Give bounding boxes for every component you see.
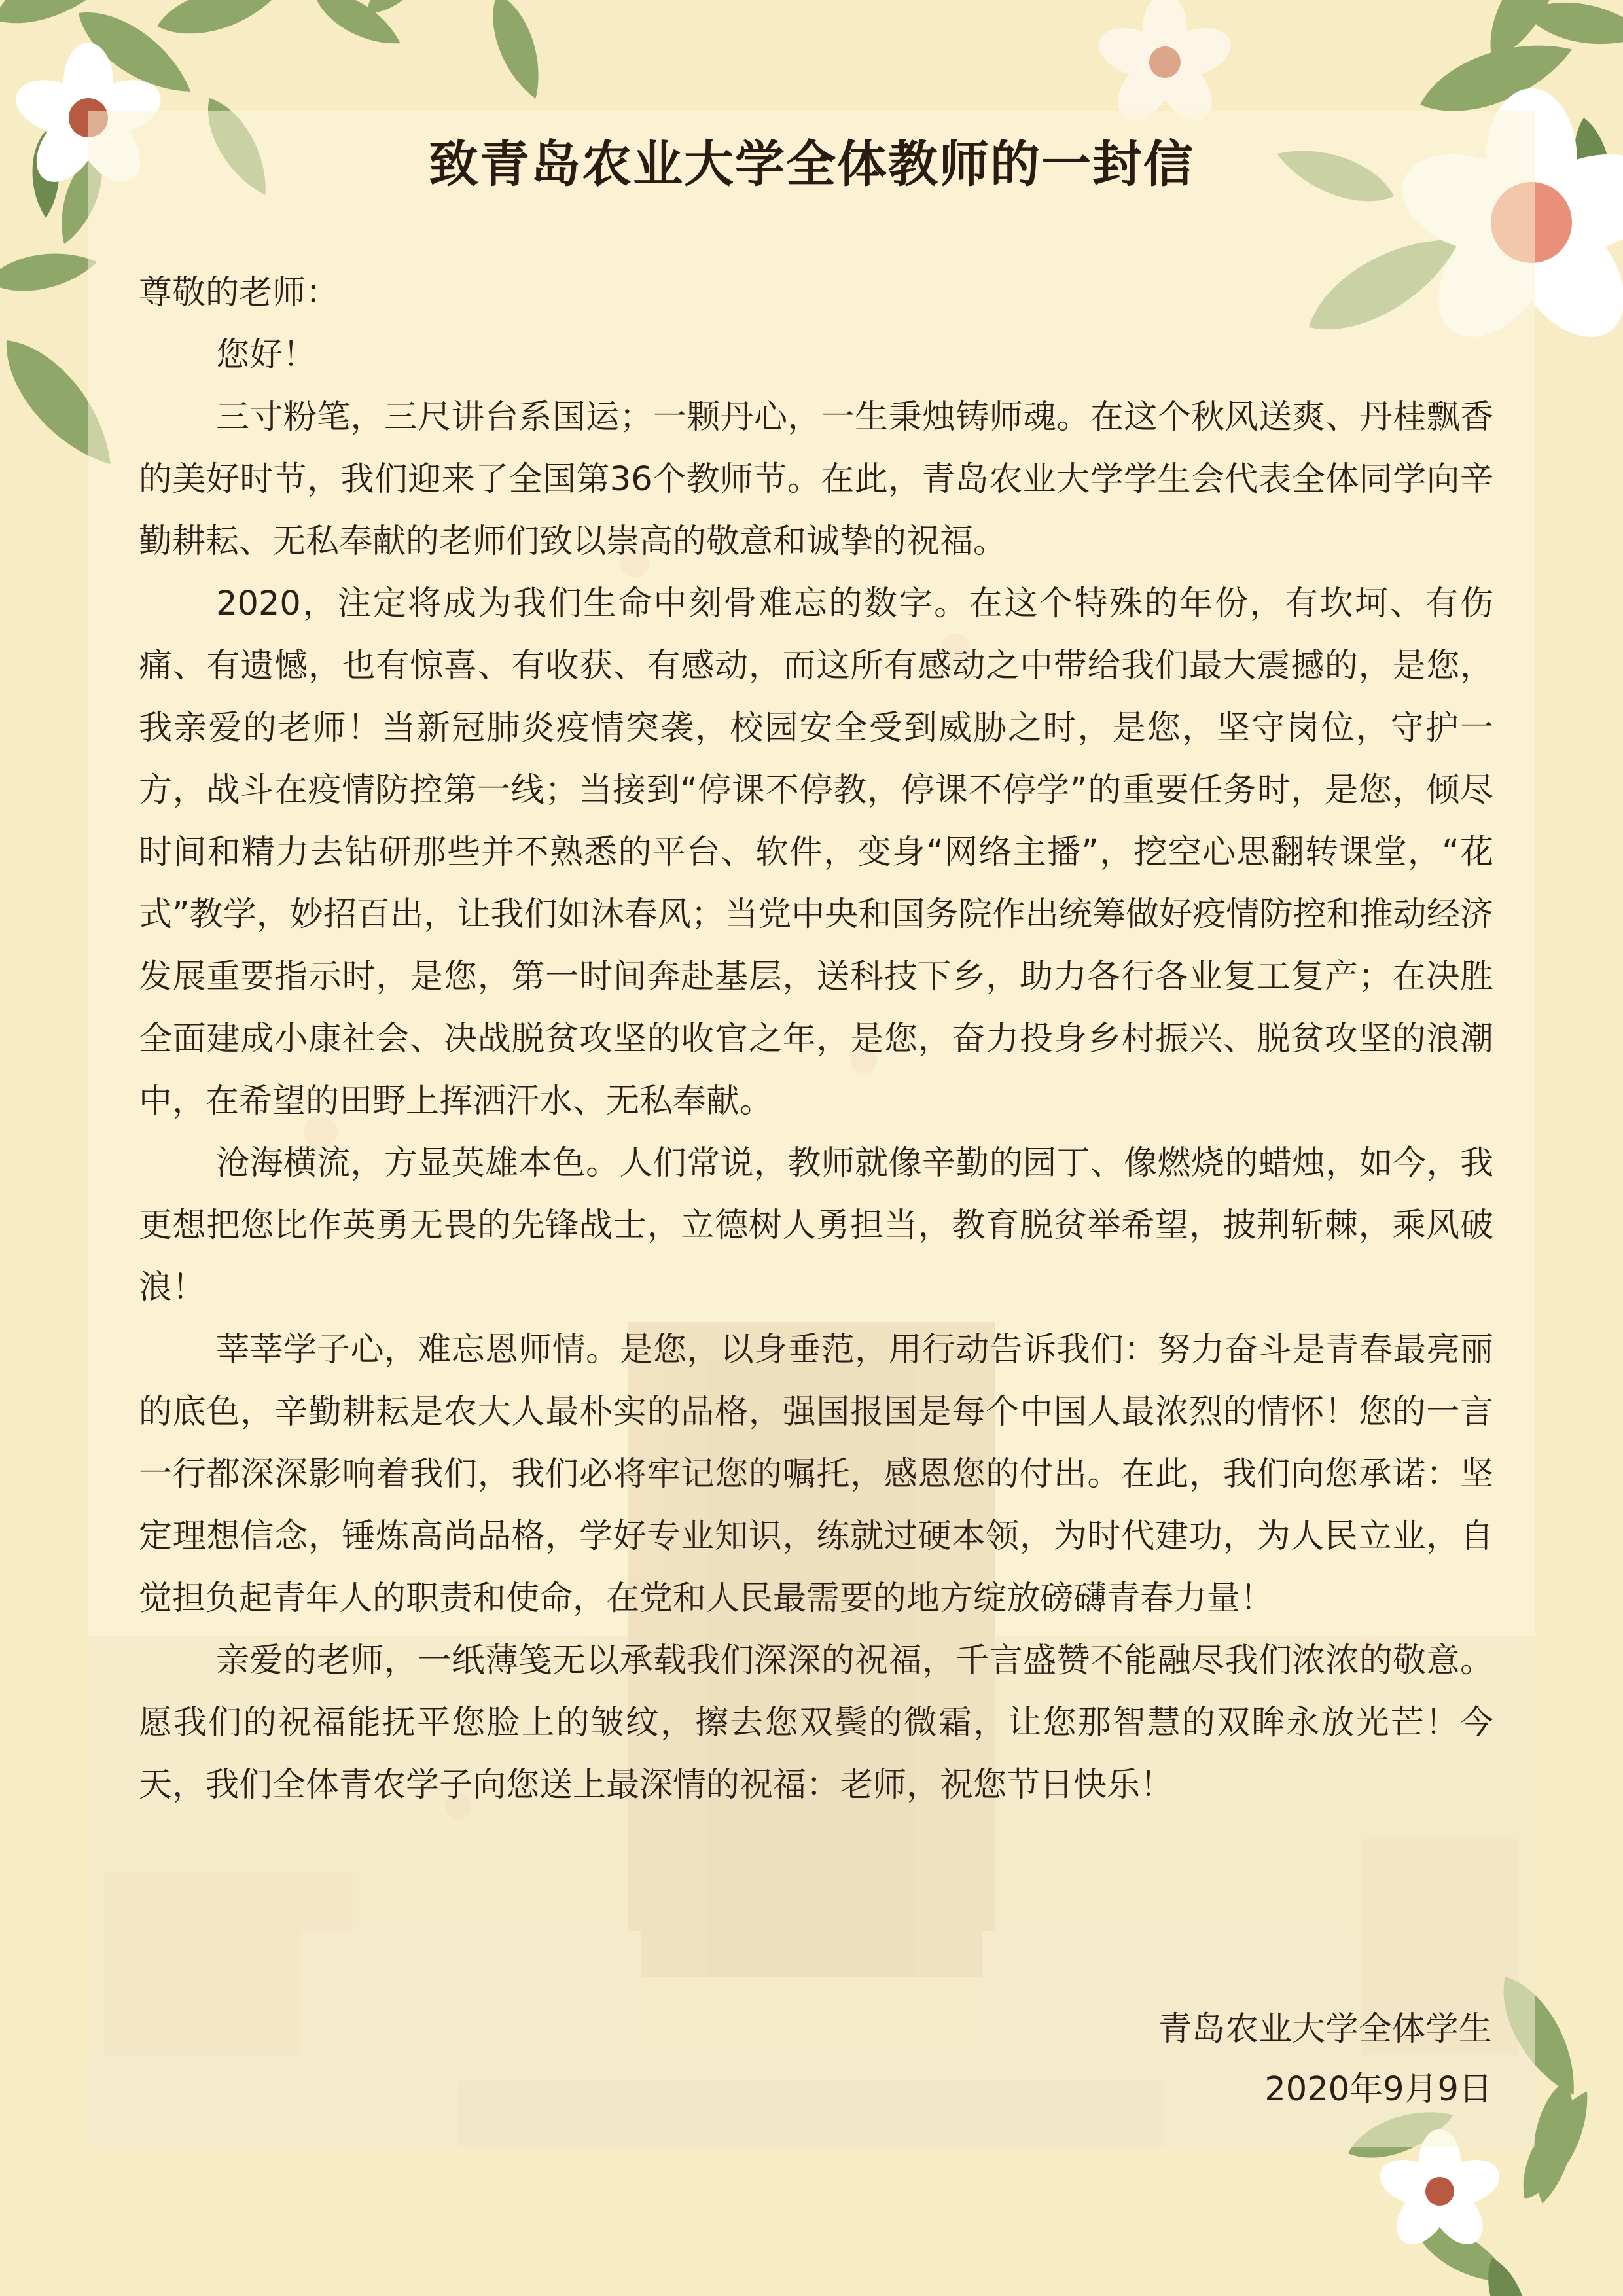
signature: 青岛农业大学全体学生 <box>1158 2010 1492 2049</box>
letter-body <box>139 262 1493 1816</box>
paragraph: 沧海横流，方显英雄本色。人们常说，教师就像辛勤的园丁、像燃烧的蜡烛，如今，我更想把您比作英勇无畏的先锋战士，立德树人勇担当，教育脱贫举希望，披荆斩棘，乘风破浪！ <box>139 1144 1493 1307</box>
signature-date: 2020年9月9日 <box>1264 2070 1492 2109</box>
greeting: 您好！ <box>216 336 317 374</box>
paragraph: 三寸粉笔，三尺讲台系国运；一颗丹心，一生秉烛铸师魂。在这个秋风送爽、丹桂飘香的美好时节，我们迎来了全国第36个教师节。在此，青岛农业大学学生会代表全体同学向辛勤耕耘、无私奉献的老师们致以崇高的敬意和诚挚的祝福。 <box>139 398 1493 561</box>
paragraph: 莘莘学子心，难忘恩师情。是您，以身垂范，用行动告诉我们：努力奋斗是青春最亮丽的底色，辛勤耕耘是农大人最朴实的品格，强国报国是每个中国人最浓烈的情怀！您的一言一行都深深影响着我们，我们必将牢记您的嘱托，感恩您的付出。在此，我们向您承诺：坚定理想信念，锤炼高尚品格，学好专业知识，练就过硬本领，为时代建功，为人民立业，自觉担负起青年人的职责和使命，在党和人民最需要的地方绽放磅礴青春力量！ <box>139 1331 1493 1618</box>
salutation: 尊敬的老师： <box>139 274 340 312</box>
paragraph: 亲爱的老师，一纸薄笺无以承载我们深深的祝福，千言盛赞不能融尽我们浓浓的敬意。愿我们的祝福能抚平您脸上的皱纹，擦去您双鬓的微霜，让您那智慧的双眸永放光芒！今天，我们全体青农学子向您送上最深情的祝福：老师，祝您节日快乐！ <box>139 1641 1493 1804</box>
paragraph: 2020，注定将成为我们生命中刻骨难忘的数字。在这个特殊的年份，有坎坷、有伤痛、有遗憾，也有惊喜、有收获、有感动，而这所有感动之中带给我们最大震撼的，是您，我亲爱的老师！当新冠肺炎疫情突袭，校园安全受到威胁之时，是您，坚守岗位，守护一方，战斗在疫情防控第一线；当接到“停课不停教，停课不停学”的重要任务时，是您，倾尽时间和精力去钻研那些并不熟悉的平台、软件，变身“网络主播”，挖空心思翻转课堂，“花式”教学，妙招百出，让我们如沐春风；当党中央和国务院作出统筹做好疫情防控和推动经济发展重要指示时，是您，第一时间奔赴基层，送科技下乡，助力各行各业复工复产；在决胜全面建成小康社会、决战脱贫攻坚的收官之年，是您，奋力投身乡村振兴、脱贫攻坚的浪潮中，在希望的田野上挥洒汗水、无私奉献。 <box>139 584 1493 1121</box>
letter-title: 致青岛农业大学全体教师的一封信 <box>429 135 1194 193</box>
